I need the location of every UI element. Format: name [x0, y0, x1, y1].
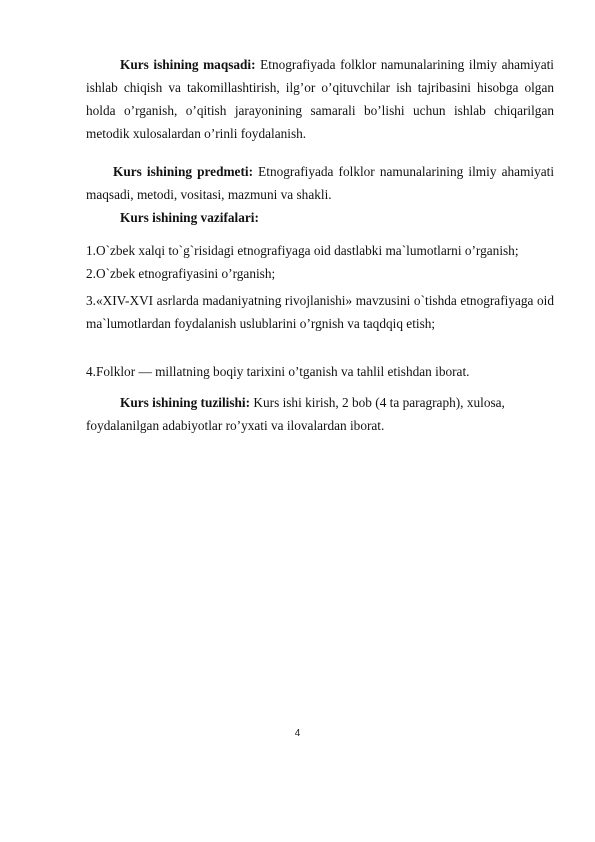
purpose-paragraph — [86, 53, 554, 145]
task-item-3: 3.«XIV-XVI asrlarda madaniyatning rivojlanishi» mavzusini o`tishda etnografiyaga oid ma`lumotlardan foydalanish uslublarini o’rgnish va taqdqiq etish; — [86, 293, 554, 331]
subject-heading: Kurs ishining predmeti: — [113, 164, 254, 179]
structure-line — [120, 391, 588, 414]
task-item-1: 1.O`zbek xalqi to`g`risidagi etnografiyaga oid dastlabki ma`lumotlarni o’rganish; — [86, 243, 519, 258]
purpose-heading: Kurs ishining maqsadi: — [120, 57, 256, 72]
purpose-text: Etnografiyada folklor namunalarining ilmiy ahamiyati ishlab chiqish va takomillashtirish, ilg’or o’qituvchilar ish tajribasini hisobga olgan holda o’rganish, o’qitish jarayonining samarali bo’lishi uchun ishlab chiqarilgan metodik xulosalardan o’rinli foydalanish. — [86, 57, 555, 141]
structure-text-continued: foydalanilgan adabiyotlar ro’yxati va ilovalardan iborat. — [86, 418, 385, 433]
subject-text: Etnografiyada folklor namunalarining ilmiy ahamiyati maqsadi, metodi, vositasi, mazmuni va shakli. — [86, 164, 555, 202]
tasks-heading: Kurs ishining vazifalari: — [120, 210, 259, 225]
structure-text: Kurs ishi kirish, 2 bob (4 ta paragraph), xulosa, — [250, 395, 505, 410]
page-number: 4 — [294, 728, 301, 739]
task-item-2: 2.O`zbek etnografiyasini o’rganish; — [86, 266, 276, 281]
subject-paragraph — [86, 160, 554, 206]
structure-heading: Kurs ishining tuzilishi: — [120, 395, 251, 410]
task-item-4: 4.Folklor — millatning boqiy tarixini o’tganish va tahlil etishdan iborat. — [86, 364, 470, 379]
